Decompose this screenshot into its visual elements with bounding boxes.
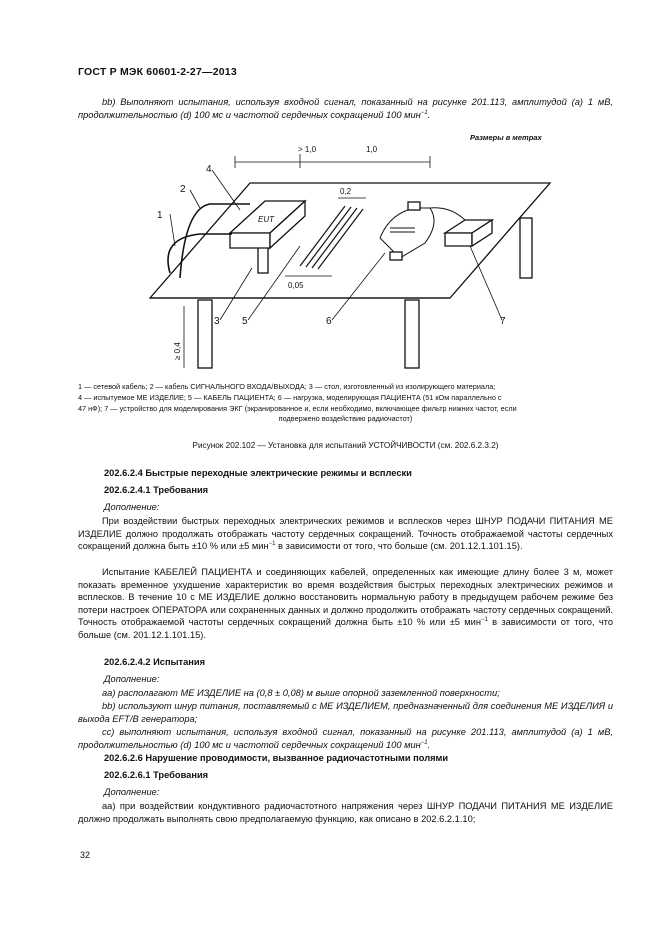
test-setup-figure [140,128,570,378]
figure-legend: 1 — сетевой кабель; 2 — кабель СИГНАЛЬНОГО ВХОДА/ВЫХОДА; 3 — стол, изготовленный из изолирующего материала; 4 — испытуемое МЕ ИЗДЕЛИЕ; 5 — КАБЕЛЬ ПАЦИЕНТА; 6 — нагрузка, моделирующая ПАЦИЕНТА (51 кОм параллельно с 47 нФ); 7 — устройство для моделирования ЭКГ (экранированное и, если необходимо, включающее фильтр нижних частот, если подвержено воздействию радиочастот) [78,382,517,424]
test-item-bb: bb) используют шнур питания, поставляемый с МЕ ИЗДЕЛИЕМ, предназначенный для соединения МЕ ИЗДЕЛИЯ и выхода EFT/B генератора; [78,701,613,724]
dim-02: 0,2 [340,187,352,196]
dim-005: 0,05 [288,281,304,290]
page-number: 32 [80,850,91,860]
document-header: ГОСТ Р МЭК 60601-2-27—2013 [78,66,237,78]
test-item-aa: аа) располагают МЕ ИЗДЕЛИЕ на (0,8 ± 0,08) м выше опорной заземленной поверхности; [102,688,500,698]
addition-label: Дополнение: [104,674,160,684]
table-leg [198,300,212,368]
callout-4: 4 [206,164,212,175]
paragraph-requirements-1: При воздействии быстрых переходных электрических режимов и всплесков через ШНУР ПОДАЧИ ПИТАНИЯ МЕ ИЗДЕЛИЕ должно продолжать отображать частоту сердечных сокращений. Точность отображаемой частоты сердечных сокращений должна быть ±10 % или ±5 мин$^{-1}$ в зависимости от того, что больше (см. 201.12.1.101.15). [78,516,613,552]
section-heading-202-6-2-6: 202.6.2.6 Нарушение проводимости, вызванное радиочастотными полями [104,753,449,763]
callout-7: 7 [500,316,506,327]
callout-3: 3 [214,316,220,327]
callout-2: 2 [180,184,186,195]
table-leg [520,218,532,278]
dim-top-right: 1,0 [366,145,378,154]
table-leg [405,300,419,368]
paragraph-requirements-2: Испытание КАБЕЛЕЙ ПАЦИЕНТА и соединяющих кабелей, определенных как имеющие длину более 3 м, может показать временное ухудшение характеристик во время воздействия быстрых переходных электрических режимов и всплесков. В течение 10 с МЕ ИЗДЕЛИЕ должно восстановить нормальную работу в предыдущем рабочем режиме без потери настроек ОПЕРАТОРА или сохраненных данных и должно продолжить отображать частоту сердечных сокращений. Точность отображаемой частоты сердечных сокращений должна быть ±10 % или ±5 мин$^{-1}$ в зависимости от того, что больше (см. 201.12.1.101.15). [78,567,613,640]
callout-1: 1 [157,210,163,221]
dim-height: ≥ 0,4 [173,342,182,360]
test-item-cc: cc) выполняют испытания, используя входной сигнал, показанный на рисунке 201.113, амплитудой (a) 1 мВ, продолжительностью (d) 100 мс и частотой сердечных сокращений 100 мин$^{-1}$. [78,727,613,750]
section-heading-202-6-2-6-1: 202.6.2.6.1 Требования [104,770,209,780]
addition-label: Дополнение: [104,787,160,797]
intro-bb-paragraph: bb) Выполняют испытания, используя входной сигнал, показанный на рисунке 201.113, амплитудой (a) 1 мВ, продолжительностью (d) 100 мс и частотой сердечных сокращений 100 мин$^{-1}$. [78,97,613,120]
callout-5: 5 [242,316,248,327]
dims-note: Размеры в метрах [470,133,542,142]
section-heading-202-6-2-4-1: 202.6.2.4.1 Требования [104,485,209,495]
addition-label: Дополнение: [104,502,160,512]
table-top [150,183,550,298]
dim-top-left: > 1,0 [298,145,317,154]
callout-6: 6 [326,316,332,327]
section-heading-202-6-2-4-2: 202.6.2.4.2 Испытания [104,657,205,667]
figure-caption: Рисунок 202.102 — Установка для испытаний УСТОЙЧИВОСТИ (см. 202.6.2.3.2) [192,441,499,450]
paragraph-rf-requirements: аа) при воздействии кондуктивного радиочастотного напряжения через ШНУР ПОДАЧИ ПИТАНИЯ МЕ ИЗДЕЛИЕ должно продолжать выполнять свою предполагаемую функцию, как описано в 202.6.2.1.10; [78,801,613,824]
eut-label: EUT [258,215,274,224]
section-heading-202-6-2-4: 202.6.2.4 Быстрые переходные электрические режимы и всплески [104,468,412,478]
